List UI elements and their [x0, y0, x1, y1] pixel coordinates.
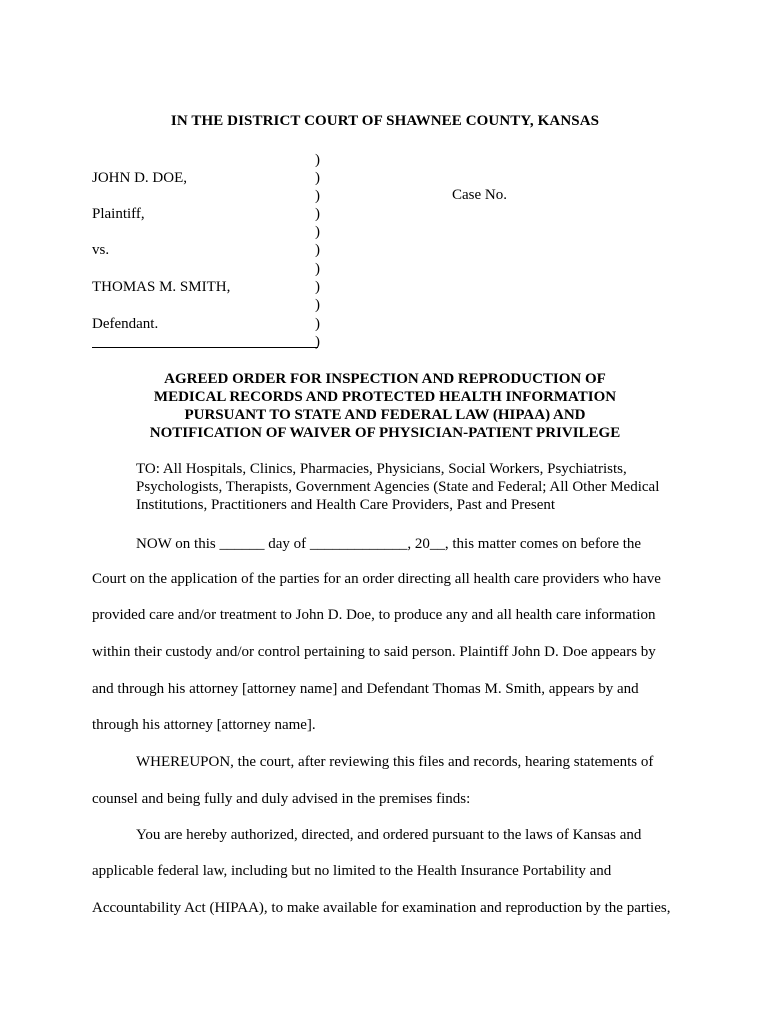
- caption-paren: ): [315, 242, 320, 258]
- addressee-line: TO: All Hospitals, Clinics, Pharmacies, Physicians, Social Workers, Psychiatrists,: [136, 461, 627, 477]
- caption-underline: [92, 347, 318, 348]
- caption-paren: ): [315, 316, 320, 332]
- court-title: IN THE DISTRICT COURT OF SHAWNEE COUNTY, KANSAS: [170, 113, 600, 129]
- caption-paren: ): [315, 279, 320, 295]
- body-line: NOW on this ______ day of _____________, 20__, this matter comes on before the: [136, 536, 642, 552]
- caption-paren: ): [315, 152, 320, 168]
- defendant-name: THOMAS M. SMITH,: [92, 279, 231, 295]
- addressee-line: Psychologists, Therapists, Government Agencies (State and Federal; All Other Medical: [136, 479, 660, 495]
- body-line: You are hereby authorized, directed, and ordered pursuant to the laws of Kansas and: [136, 827, 642, 843]
- body-line: and through his attorney [attorney name] and Defendant Thomas M. Smith, appears by and: [92, 681, 639, 697]
- order-title-line: PURSUANT TO STATE AND FEDERAL LAW (HIPAA) AND: [184, 407, 586, 423]
- plaintiff-role: Plaintiff,: [92, 206, 145, 222]
- case-number-label: Case No.: [452, 187, 507, 203]
- caption-paren: ): [315, 206, 320, 222]
- caption-paren: ): [315, 170, 320, 186]
- order-title-line: AGREED ORDER FOR INSPECTION AND REPRODUCTION OF: [164, 371, 606, 387]
- body-line: Accountability Act (HIPAA), to make available for examination and reproduction by the parties,: [92, 900, 671, 916]
- body-line: Court on the application of the parties for an order directing all health care providers who have: [92, 571, 661, 587]
- caption-paren: ): [315, 188, 320, 204]
- order-title-line: NOTIFICATION OF WAIVER OF PHYSICIAN-PATIENT PRIVILEGE: [149, 425, 621, 441]
- defendant-role: Defendant.: [92, 316, 159, 332]
- body-line: within their custody and/or control pertaining to said person. Plaintiff John D. Doe appears by: [92, 644, 656, 660]
- caption-paren: ): [315, 261, 320, 277]
- addressee-line: Institutions, Practitioners and Health Care Providers, Past and Present: [136, 497, 556, 513]
- body-line: through his attorney [attorney name].: [92, 717, 316, 733]
- caption-paren: ): [315, 334, 320, 350]
- caption-paren: ): [315, 297, 320, 313]
- order-title-line: MEDICAL RECORDS AND PROTECTED HEALTH INFORMATION: [153, 389, 617, 405]
- body-line: provided care and/or treatment to John D. Doe, to produce any and all health care information: [92, 607, 656, 623]
- caption-paren: ): [315, 224, 320, 240]
- body-line: applicable federal law, including but no limited to the Health Insurance Portability and: [92, 863, 612, 879]
- versus-label: vs.: [92, 242, 110, 258]
- plaintiff-name: JOHN D. DOE,: [92, 170, 187, 186]
- body-line: counsel and being fully and duly advised in the premises finds:: [92, 791, 471, 807]
- body-line: WHEREUPON, the court, after reviewing this files and records, hearing statements of: [136, 754, 654, 770]
